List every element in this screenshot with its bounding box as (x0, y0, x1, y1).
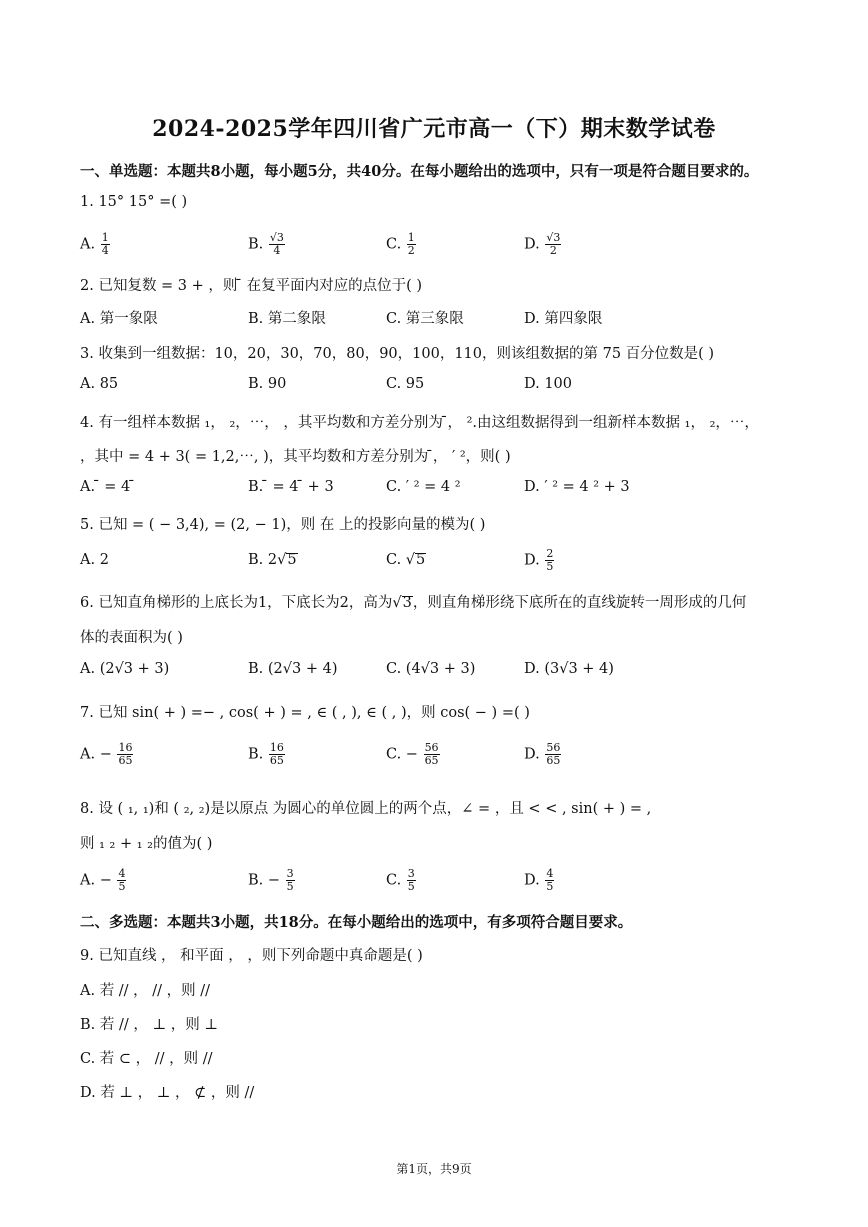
question-1-option-c: C. $\frac{1}{2}$ (386, 231, 415, 257)
question-3-stem: 3. 收集到一组数据：10，20，30，70，80，90，100，110，则该组数据的第 75 百分位数是( ) (80, 346, 715, 362)
question-3-option-d: D. 100 (524, 376, 573, 392)
question-3-option-c: C. 95 (386, 376, 425, 392)
question-7-option-a: A. − $\frac{16}{65}$ (80, 741, 133, 767)
question-1-stem: 1. 15° 15° =( ) (80, 194, 188, 210)
question-9-option-d: D. 若 ⊥ ， ⊥ ， ⊄ ，则 // (80, 1085, 255, 1101)
question-4-option-d: D. ′ ² = 4 ² + 3 (524, 479, 630, 495)
question-8-stem-line-2: 则 ₁ ₂ + ₁ ₂的值为( ) (80, 836, 213, 852)
question-1-option-b: B. $\frac{√3}{4}$ (248, 231, 284, 257)
question-6-stem-line-1: 6. 已知直角梯形的上底长为1，下底长为2，高为√3，则直角梯形绕下底所在的直线旋转一周形成的几何 (80, 595, 747, 611)
question-1-option-d: D. $\frac{√3}{2}$ (524, 231, 561, 257)
question-3-option-a: A. 85 (80, 376, 119, 392)
question-5-option-b: B. 2√5 (248, 552, 297, 568)
question-4-stem-line-1: 4. 有一组样本数据 ₁， ₂，⋯， ，其平均数和方差分别为 ̄， ².由这组数据得到一组新样本数据 ₁， ₂，⋯， (80, 415, 759, 431)
question-4-option-c: C. ′ ² = 4 ² (386, 479, 461, 495)
question-6-option-c: C. (4√3 + 3) (386, 661, 476, 677)
question-2-stem: 2. 已知复数 = 3 + ，则 ̄ 在复平面内对应的点位于( ) (80, 278, 423, 294)
question-8-option-a: A. − $\frac{4}{5}$ (80, 867, 126, 893)
question-6-option-a: A. (2√3 + 3) (80, 661, 170, 677)
question-9-option-c: C. 若 ⊂ ， // ，则 // (80, 1051, 213, 1067)
question-6-stem-line-2: 体的表面积为( ) (80, 630, 183, 646)
question-7-stem: 7. 已知 sin( + ) =− , cos( + ) = , ∈ ( , ), ∈ ( , )，则 cos( − ) =( ) (80, 705, 530, 721)
question-2-option-a: A. 第一象限 (80, 311, 158, 327)
question-5-stem: 5. 已知 = ( − 3,4), = (2, − 1)，则 在 上的投影向量的模为( ) (80, 517, 486, 533)
question-9-option-b: B. 若 // ， ⊥ ，则 ⊥ (80, 1017, 218, 1033)
question-5-option-c: C. √5 (386, 552, 426, 568)
question-3-option-b: B. 90 (248, 376, 287, 392)
question-8-option-c: C. $\frac{3}{5}$ (386, 867, 415, 893)
question-7-option-d: D. $\frac{56}{65}$ (524, 741, 561, 767)
page-title: 2024-2025学年四川省广元市高一（下）期末数学试卷 (152, 116, 716, 142)
question-1-option-a: A. $\frac{1}{4}$ (80, 231, 109, 257)
question-4-option-b: B. ̄ = 4 ̄ + 3 (248, 479, 334, 495)
question-2-option-c: C. 第三象限 (386, 311, 464, 327)
question-4-option-a: A. ̄ = 4 ̄ (80, 479, 135, 495)
question-6-option-b: B. (2√3 + 4) (248, 661, 338, 677)
question-2-option-b: B. 第二象限 (248, 311, 326, 327)
question-4-stem-line-2: ，其中 = 4 + 3( = 1,2,⋯, )，其平均数和方差分别为 ̄， ′ ²，则( ) (80, 449, 511, 465)
question-2-option-d: D. 第四象限 (524, 311, 603, 327)
question-9-stem: 9. 已知直线 ， 和平面 ， ，则下列命题中真命题是( ) (80, 948, 423, 964)
section-multiple-choice-heading: 二、多选题：本题共3小题，共18分。在每小题给出的选项中，有多项符合题目要求。 (80, 914, 633, 931)
question-5-option-a: A. 2 (80, 552, 109, 568)
question-5-option-d: D. $\frac{2}{5}$ (524, 547, 554, 573)
section-single-choice-heading: 一、单选题：本题共8小题，每小题5分，共40分。在每小题给出的选项中，只有一项是符合题目要求的。 (80, 163, 759, 180)
question-8-stem-line-1: 8. 设 ( ₁, ₁)和 ( ₂, ₂)是以原点 为圆心的单位圆上的两个点，∠ = ，且 < < , sin( + ) = , (80, 801, 652, 817)
question-8-option-b: B. − $\frac{3}{5}$ (248, 867, 294, 893)
question-6-option-d: D. (3√3 + 4) (524, 661, 614, 677)
question-8-option-d: D. $\frac{4}{5}$ (524, 867, 554, 893)
question-9-option-a: A. 若 // ， // ，则 // (80, 983, 211, 999)
question-7-option-c: C. − $\frac{56}{65}$ (386, 741, 439, 767)
page-footer: 第1页，共9页 (396, 1162, 472, 1176)
question-7-option-b: B. $\frac{16}{65}$ (248, 741, 284, 767)
